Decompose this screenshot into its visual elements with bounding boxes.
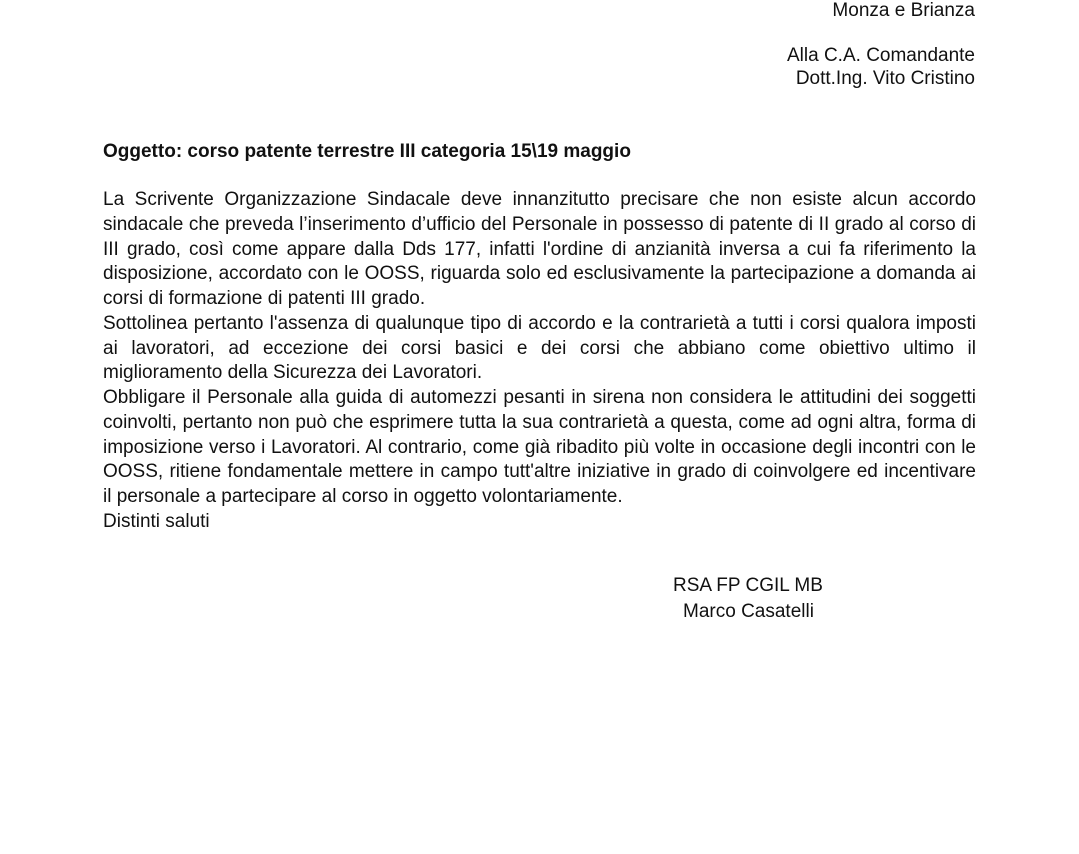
signature-org: RSA FP CGIL MB: [673, 575, 823, 596]
recipient-line-2: Dott.Ing. Vito Cristino: [795, 68, 975, 89]
paragraph-2: Sottolinea pertanto l'assenza di qualunque tipo di accordo e la contrarietà a tutti i corsi qualora imposti ai lavoratori, ad eccezione dei corsi basici e dei corsi che abbiano come obiettivo ultimo il miglioramento della Sicurezza dei Lavoratori.: [103, 312, 976, 384]
recipient-line-1: Alla C.A. Comandante: [787, 45, 975, 66]
location-line: Monza e Brianza: [832, 0, 975, 21]
closing-salutation: Distinti saluti: [103, 510, 210, 532]
subject-line: Oggetto: corso patente terrestre III categoria 15\19 maggio: [103, 141, 631, 162]
letter-body: [103, 188, 976, 535]
paragraph-3: Obbligare il Personale alla guida di automezzi pesanti in sirena non considera le attitudini dei soggetti coinvolti, pertanto non può che esprimere tutta la sua contrarietà a questa, come ad ogni altra, forma di imposizione verso i Lavoratori. Al contrario, come già ribadito più volte in occasione degli incontri con le OOSS, ritiene fondamentale mettere in campo tutt'altre iniziative in grado di coinvolgere ed incentivare il personale a partecipare al corso in oggetto volontariamente.: [103, 387, 976, 507]
paragraph-1: La Scrivente Organizzazione Sindacale deve innanzitutto precisare che non esiste alcun accordo sindacale che preveda l’inserimento d’ufficio del Personale in possesso di patente di II grado al corso di III grado, così come appare dalla Dds 177, infatti l'ordine di anzianità inversa a cui fa riferimento la disposizione, accordato con le OOSS, riguarda solo ed esclusivamente la partecipazione a domanda ai corsi di formazione di patenti III grado.: [103, 189, 976, 309]
sender-location: [832, 0, 975, 22]
signature-block: [673, 573, 823, 625]
recipient-block: [787, 44, 975, 90]
signature-name: Marco Casatelli: [683, 601, 814, 622]
